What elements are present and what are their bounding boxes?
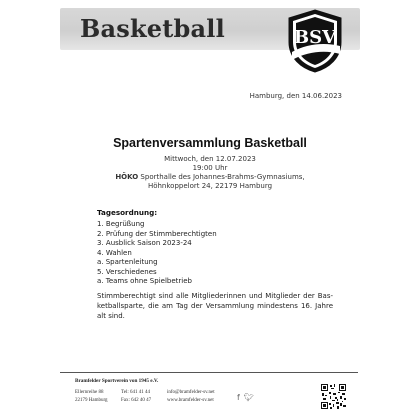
venue-name: HÖKO	[115, 173, 139, 181]
address-street: Ellernreihe 88	[75, 390, 104, 395]
footer-phone	[121, 389, 151, 405]
website-link[interactable]: www.bramfelder-sv.net	[167, 398, 214, 403]
logo-year: 1945	[309, 52, 328, 63]
address-city: 22179 Hamburg	[75, 398, 108, 403]
agenda-item: 3. Ausblick Saison 2023-24	[97, 239, 192, 247]
agenda-item: 4. Wahlen	[97, 248, 132, 257]
twitter-icon[interactable]: 🐦︎	[243, 393, 254, 402]
meeting-time: 19:00 Uhr	[192, 164, 228, 172]
fax-number: Fax: 642 40 47	[121, 398, 152, 403]
meeting-venue	[0, 173, 420, 181]
venue-description: Sporthalle des Johannes-Brahms-Gymnasiums,	[138, 173, 305, 181]
meeting-address: Höhnkoppelort 24, 22179 Hamburg	[147, 182, 273, 190]
facebook-icon[interactable]: f	[237, 393, 240, 402]
social-links	[237, 393, 258, 402]
logo-letters: BSV	[293, 27, 337, 48]
club-logo	[286, 8, 344, 74]
org-name: Bramfelder Sportverein von 1945 e.V.	[75, 378, 159, 384]
footer-address	[75, 389, 108, 405]
agenda-item: a. Teams ohne Spielbetrieb	[97, 277, 192, 285]
agenda-item: 5. Verschiedenes	[97, 267, 157, 276]
banner-title: Basketball	[80, 14, 225, 43]
footer-contact	[167, 389, 215, 405]
qr-code	[321, 384, 346, 409]
email-link[interactable]: info@bramfelder-sv.net	[167, 390, 215, 395]
phone-number: Tel: 641 41 44	[121, 390, 150, 395]
meeting-date: Mittwoch, den 12.07.2023	[164, 155, 256, 163]
agenda-item: 2. Prüfung der Stimmberechtigten	[97, 229, 217, 238]
agenda-list	[97, 220, 217, 287]
agenda-heading: Tagesordnung:	[97, 208, 158, 217]
agenda-item: a. Spartenleitung	[97, 258, 158, 266]
eligibility-paragraph: Stimmberechtigt sind alle Mitgliederinnen und Mitglieder der Bas-ketballsparte, die am Tag der Versammlung mindestens 16. Jahre alt sind.	[97, 292, 333, 320]
meeting-title: Spartenversammlung Basketball	[113, 136, 307, 150]
agenda-item: 1. Begrüßung	[97, 220, 145, 228]
footer-divider	[60, 372, 358, 373]
date-line: Hamburg, den 14.06.2023	[249, 92, 342, 100]
